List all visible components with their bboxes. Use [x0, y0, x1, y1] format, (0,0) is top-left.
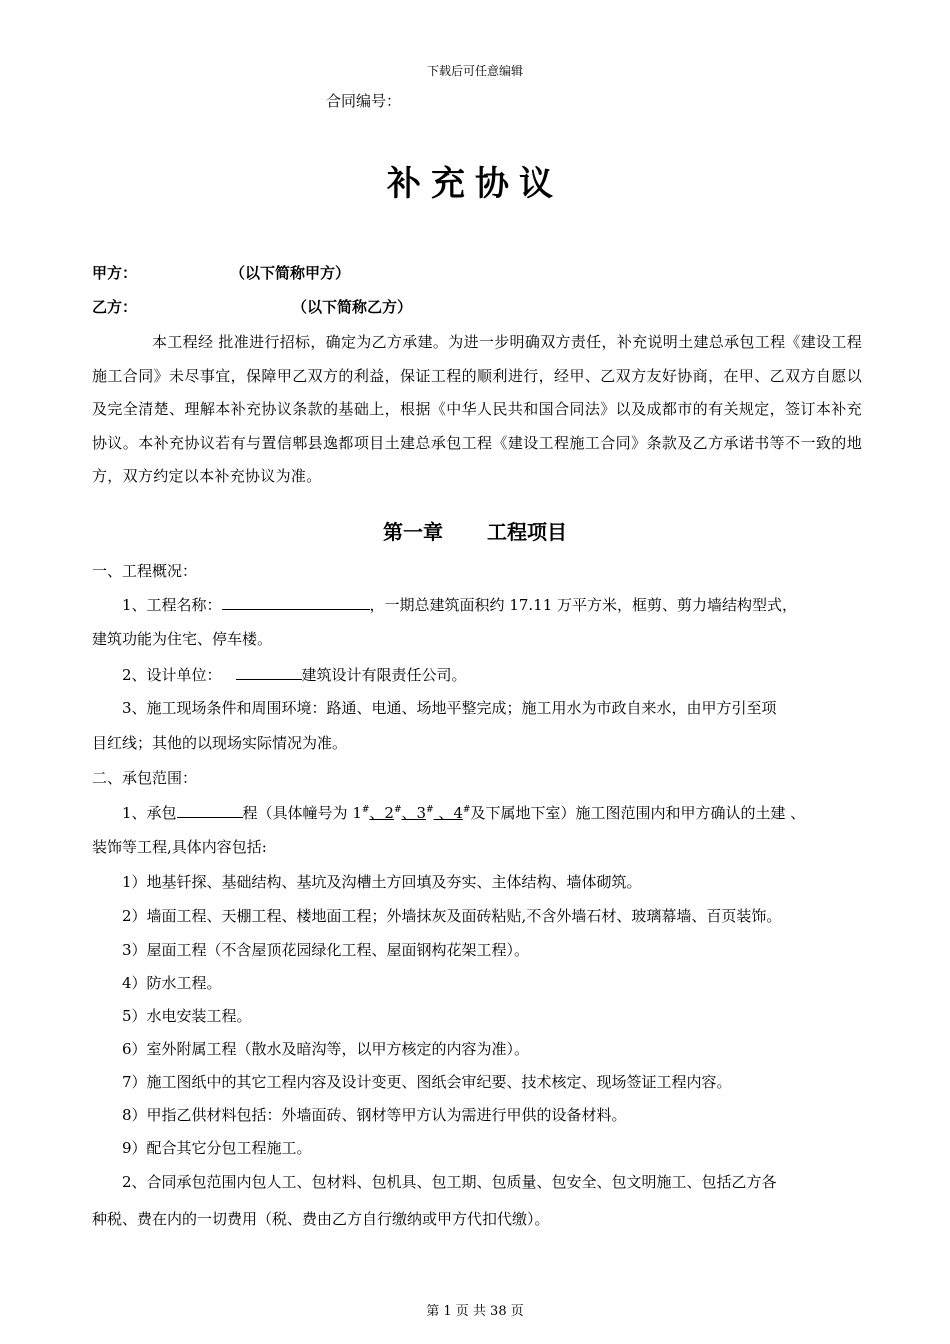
party-a-note: （以下简称甲方） [230, 264, 351, 282]
subitem-6: 6）室外附属工程（散水及暗沟等，以甲方核定的内容为准）。 [122, 1040, 530, 1058]
subitem-1: 1）地基钎探、基础结构、基坑及沟槽土方回填及夯实、主体结构、墙体砌筑。 [122, 873, 642, 891]
building-mark-4: # [462, 805, 471, 815]
document-title: 补充协议 [387, 164, 563, 204]
subitem-7: 7）施工图纸中的其它工程内容及设计变更、图纸会审纪要、技术核定、现场签证工程内容。 [122, 1073, 732, 1091]
project-name-blank [222, 593, 370, 610]
building-mark-1: # [361, 805, 370, 815]
party-b-note: （以下简称乙方） [292, 298, 413, 316]
section2-item1-text-e: 及下属地下室）施工图范围内和甲方确认的土建 、 [470, 804, 806, 822]
section1-item2 [122, 663, 467, 685]
section2-item1-cont: 装饰等工程,具体内容包括: [92, 838, 267, 856]
section2-item1-text-a: 程（具体幢号为 1 [242, 804, 362, 822]
section2-item1-label: 1、承包 [122, 804, 177, 822]
subitem-4: 4）防水工程。 [122, 974, 222, 992]
subitem-3: 3）屋面工程（不含屋顶花园绿化工程、屋面钢构花架工程）。 [122, 941, 530, 959]
party-a-label: 甲方： [92, 264, 138, 282]
chapter-number: 第一章 [383, 520, 443, 544]
intro-paragraph: 本工程经 批准进行招标，确定为乙方承建。为进一步明确双方责任，补充说明土建总承包工程《建设工程施工合同》未尽事宜，保障甲乙双方的利益，保证工程的顺利进行，经甲、乙双方友好协商，在甲、乙双方自愿以及完全清楚、理解本补充协议条款的基础上，根据《中华人民共和国合同法》以及成都市的有关规定，签订本补充协议。本补充协议若有与置信郫县逸都项目土建总承包工程《建设工程施工合同》条款及乙方承诺书等不一致的地方，双方约定以本补充协议为准。 [92, 333, 862, 485]
section1-item1-label: 1、工程名称： [122, 596, 222, 614]
subitem-8: 8）甲指乙供材料包括：外墙面砖、钢材等甲方认为需进行甲供的设备材料。 [122, 1106, 627, 1124]
subitem-2: 2）墙面工程、天棚工程、楼地面工程；外墙抹灰及面砖粘贴,不含外墙石材、玻璃幕墙、百页装饰。 [122, 907, 782, 925]
subitem-5: 5）水电安装工程。 [122, 1007, 252, 1025]
section2-item1-text-d: 、4 [433, 804, 463, 822]
contract-scope-blank [177, 801, 243, 818]
contract-number-label: 合同编号： [326, 92, 402, 110]
section1-item3-cont: 目红线；其他的以现场实际情况为准。 [92, 734, 348, 752]
section2-item1-text-b: 、2 [369, 804, 394, 822]
section1-item3: 3、施工现场条件和周围环境：路通、电通、场地平整完成；施工用水为市政自来水，由甲方引至项 [122, 699, 777, 717]
design-unit-blank [236, 663, 302, 680]
header-note: 下载后可任意编辑 [426, 64, 523, 78]
party-b-label: 乙方： [92, 298, 138, 316]
section1-item2-label: 2、设计单位： [122, 666, 222, 684]
section2-heading: 二、承包范围： [92, 769, 198, 787]
section1-item2-text: 建筑设计有限责任公司。 [301, 666, 467, 684]
building-mark-2: # [393, 805, 402, 815]
section1-item1 [122, 593, 797, 615]
section2-item2-cont: 种税、费在内的一切费用（税、费由乙方自行缴纳或甲方代扣代缴）。 [92, 1210, 550, 1228]
building-mark-3: # [426, 805, 434, 815]
section1-heading: 一、工程概况： [92, 562, 198, 580]
chapter-name: 工程项目 [487, 520, 567, 544]
section2-item1-text-c: 、3 [401, 804, 427, 822]
section2-item2: 2、合同承包范围内包人工、包材料、包机具、包工期、包质量、包安全、包文明施工、包括乙方各 [122, 1173, 777, 1191]
section1-item1-text: ，一期总建筑面积约 17.11 万平方米，框剪、剪力墙结构型式， [369, 596, 798, 614]
chapter-heading [0, 516, 950, 545]
section2-item1 [122, 801, 805, 823]
subitem-9: 9）配合其它分包工程施工。 [122, 1139, 312, 1157]
page-footer: 第 1 页 共 38 页 [426, 1304, 524, 1319]
section1-item1-cont: 建筑功能为住宅、停车楼。 [92, 630, 273, 648]
